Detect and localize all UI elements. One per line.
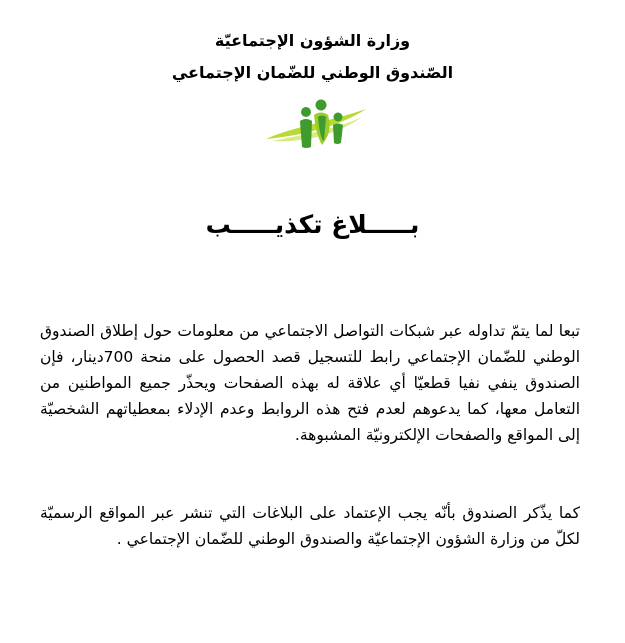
logo-figure-left-head: [301, 107, 311, 117]
logo-figure-right-head: [334, 113, 343, 122]
logo-figure-center-head: [316, 100, 327, 111]
ministry-name: وزارة الشؤون الإجتماعيّة: [214, 31, 411, 50]
notice-paragraph-1: تبعا لما يتمّ تداوله عبر شبكات التواصل الاجتماعي من معلومات حول إطلاق الصندوق الوطني للضّمان الإجتماعي رابط للتسجيل قصد الحصول على منحة 700دينار، فإن الصندوق ينفي نفيا قطعيّا أي علاقة له بهذه الصفحات ويحذّر جميع المواطنين من التعامل معها، كما يدعوهم لعدم فتح هذه الروابط وعدم الإدلاء بمعطياتهم الشخصيّة إلى المواقع والصفحات الإلكترونيّة المشبوهة.: [40, 322, 581, 444]
logo-figure-left-body: [300, 119, 312, 148]
notice-paragraph-2: كما يذّكر الصندوق بأنّه يجب الإعتماد على البلاغات التي تنشر عبر المواقع الرسميّة لكلّ من وزارة الشؤون الإجتماعيّة والصندوق الوطني للضّمان الإجتماعي .: [40, 504, 580, 548]
logo-figure-right-body: [333, 124, 343, 145]
fund-name: الصّندوق الوطني للضّمان الإجتماعي: [171, 63, 454, 82]
notice-title: بـــــلاغ تكذيـــــب: [205, 210, 420, 239]
cnss-logo-icon: [262, 95, 372, 155]
